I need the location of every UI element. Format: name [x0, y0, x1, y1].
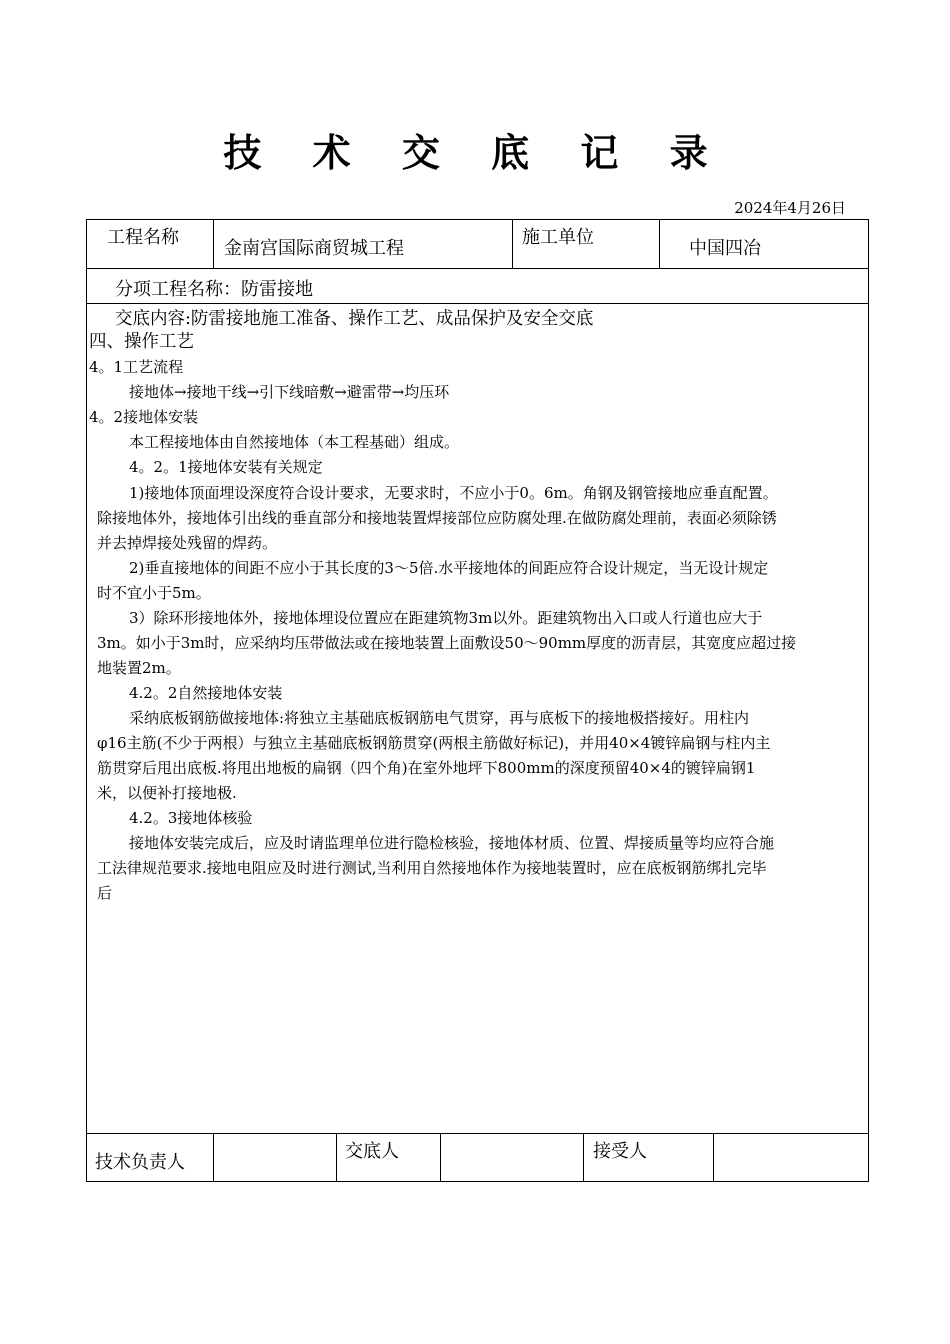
content-line: 采纳底板钢筋做接地体:将独立主基础底板钢筋电气贯穿，再与底板下的接地极搭接好。用柱内 [129, 709, 750, 727]
discloser-label: 交底人 [345, 1141, 399, 1162]
content-line: 本工程接地体由自然接地体（本工程基础）组成。 [129, 433, 460, 451]
content-line: 4。1工艺流程 [89, 358, 184, 376]
content-line: 3）除环形接地体外，接地体埋设位置应在距建筑物3m以外。距建筑物出入口或人行道也应大于 [129, 609, 763, 627]
content-line: 时不宜小于5m。 [97, 584, 211, 602]
tech-lead-label: 技术负责人 [95, 1152, 185, 1173]
receiver-label: 接受人 [593, 1141, 647, 1162]
content-line: 交底内容:防雷接地施工准备、操作工艺、成品保护及安全交底 [115, 309, 594, 329]
content-line: 4。2接地体安装 [89, 408, 199, 426]
sub-project-row [87, 268, 868, 304]
content-line: 4.2。2自然接地体安装 [129, 684, 283, 702]
content-line: 1)接地体顶面埋设深度符合设计要求，无要求时，不应小于0。6m。角钢及钢管接地应垂直配置。 [129, 484, 778, 502]
content-line: 地装置2m。 [97, 659, 181, 677]
content-line: 工法律规范要求.接地电阻应及时进行测试,当利用自然接地体作为接地装置时，应在底板钢筋绑扎完毕 [97, 859, 767, 877]
record-table [86, 219, 869, 1182]
content-line: 4。2。1接地体安装有关规定 [129, 458, 323, 476]
content-line: 后 [97, 884, 113, 902]
document-title: 技 术 交 底 记 录 [223, 131, 727, 175]
content-line: 并去掉焊接处残留的焊药。 [97, 534, 278, 552]
construction-unit-label: 施工单位 [522, 227, 594, 248]
signature-row [87, 1133, 868, 1182]
content-line: 4.2。3接地体核验 [129, 809, 253, 827]
sub-project-name: 分项工程名称：防雷接地 [115, 279, 313, 300]
content-line: 接地体安装完成后，应及时请监理单位进行隐检核验，接地体材质、位置、焊接质量等均应符合施 [129, 834, 775, 852]
content-line: 米，以便补打接地极. [97, 784, 237, 802]
content-line: 除接地体外，接地体引出线的垂直部分和接地装置焊接部位应防腐处理.在做防腐处理前，表面必须除锈 [97, 509, 777, 527]
header-row [87, 220, 868, 269]
content-line: φ16主筋(不少于两根）与独立主基础底板钢筋贯穿(两根主筋做好标记)，并用40×4镀锌扁钢与柱内主 [97, 734, 771, 752]
project-name-label: 工程名称 [107, 227, 179, 248]
content-line: 四、操作工艺 [89, 332, 194, 352]
content-line: 3m。如小于3m时，应采纳均压带做法或在接地装置上面敷设50～90mm厚度的沥青层，其宽度应超过接 [97, 634, 797, 652]
content-line: 2)垂直接地体的间距不应小于其长度的3～5倍.水平接地体的间距应符合设计规定，当无设计规定 [129, 559, 769, 577]
construction-unit-value: 中国四冶 [689, 238, 761, 259]
disclosure-content [87, 304, 868, 1134]
project-name-value: 金南宫国际商贸城工程 [224, 238, 404, 259]
record-date: 2024年4月26日 [734, 199, 846, 217]
content-line: 筋贯穿后甩出底板.将甩出地板的扁钢（四个角)在室外地坪下800mm的深度预留40×4的镀锌扁钢1 [97, 759, 756, 777]
content-line: 接地体→接地干线→引下线暗敷→避雷带→均压环 [129, 383, 450, 401]
